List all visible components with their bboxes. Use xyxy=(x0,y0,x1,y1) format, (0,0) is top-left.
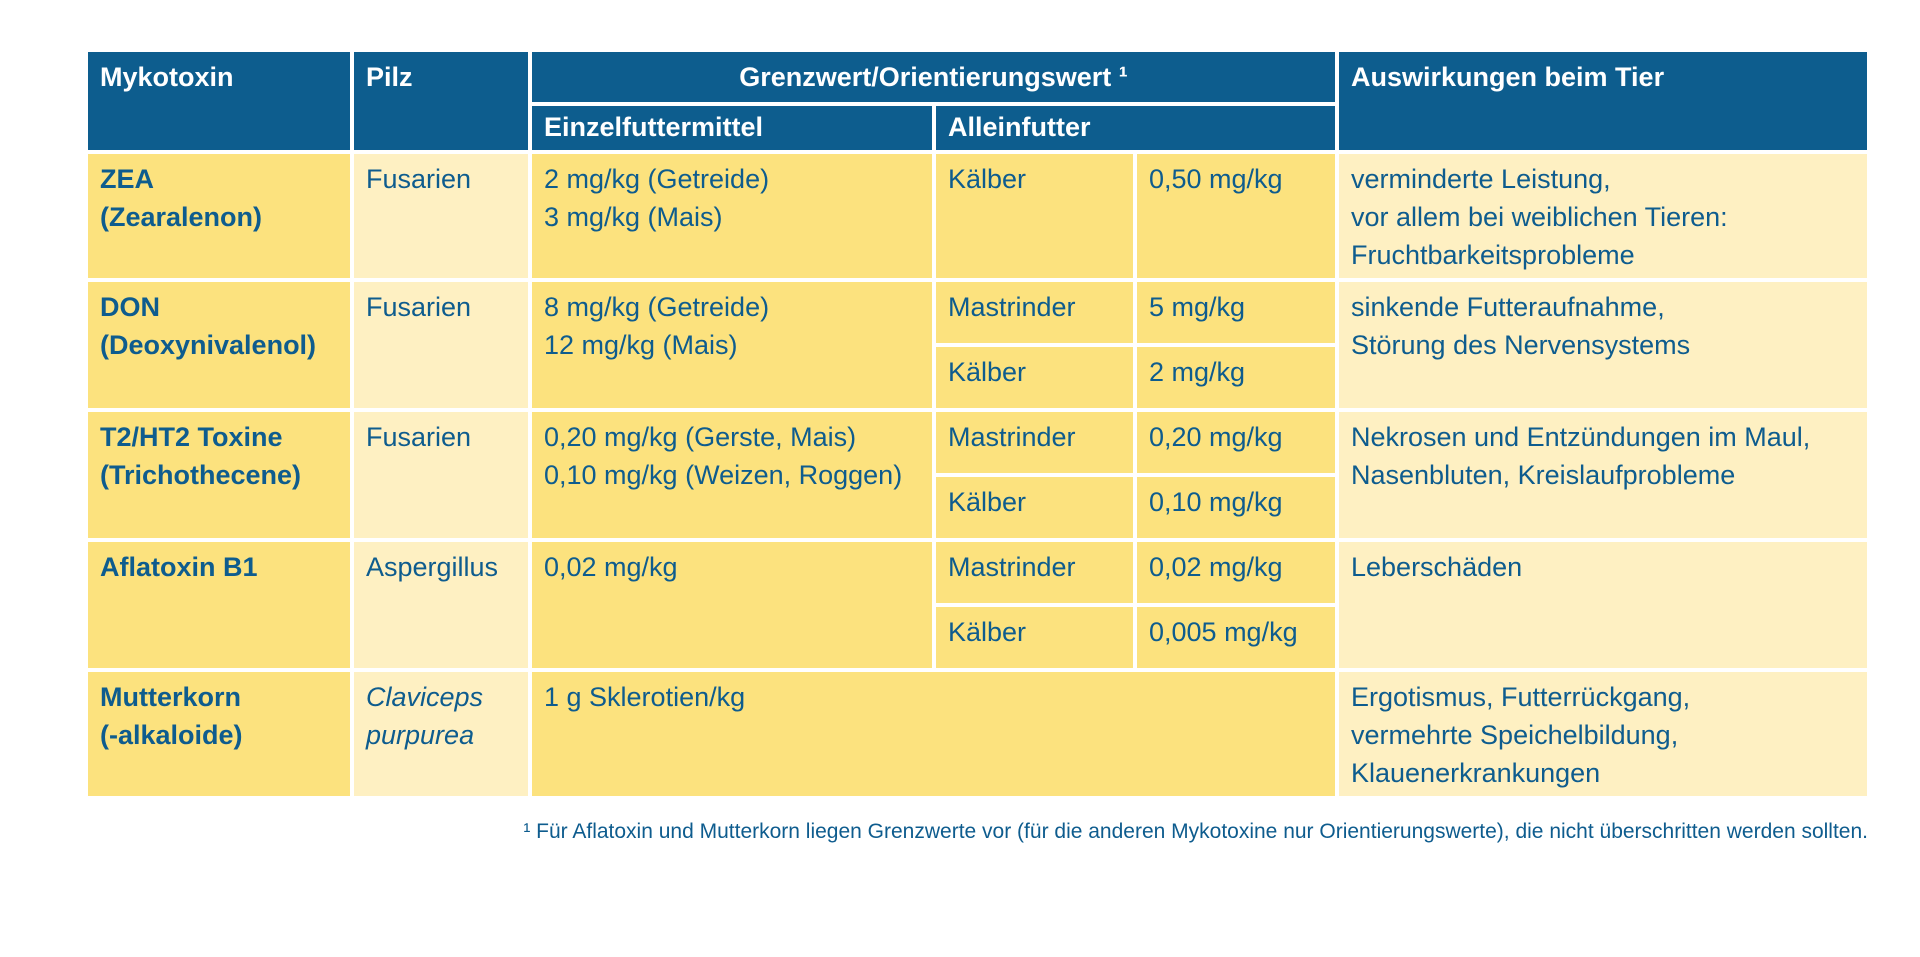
header-mykotoxin: Mykotoxin xyxy=(86,50,352,152)
cell-allein-wert: 0,20 mg/kg xyxy=(1135,410,1337,475)
einzel-value: 2 mg/kg (Getreide) xyxy=(544,164,770,194)
einzel-value: 0,10 mg/kg (Weizen, Roggen) xyxy=(544,460,903,490)
toxin-name: DON xyxy=(100,292,160,322)
header-pilz: Pilz xyxy=(352,50,530,152)
cell-pilz xyxy=(352,410,530,540)
einzel-value: 3 mg/kg (Mais) xyxy=(544,202,723,232)
effect-line: Klauenerkrankungen xyxy=(1351,758,1601,788)
cell-grenzwert-merged xyxy=(530,670,1337,798)
cell-mykotoxin xyxy=(86,670,352,798)
toxin-full-name: (Deoxynivalenol) xyxy=(100,330,317,360)
pilz-name: Fusarien xyxy=(366,164,472,194)
effect-line: vor allem bei weiblichen Tieren: xyxy=(1351,202,1728,232)
cell-allein-tier: Kälber xyxy=(934,152,1135,280)
cell-mykotoxin xyxy=(86,280,352,410)
effect-line: Ergotismus, Futterrückgang, xyxy=(1351,682,1691,712)
einzel-value: 1 g Sklerotien/kg xyxy=(544,682,746,712)
table-row-zea xyxy=(86,152,1869,280)
effect-line: verminderte Leistung, xyxy=(1351,164,1611,194)
cell-auswirkungen xyxy=(1337,540,1869,670)
cell-allein-wert: 5 mg/kg xyxy=(1135,280,1337,345)
pilz-name: Claviceps xyxy=(366,682,484,712)
cell-allein-wert: 0,02 mg/kg xyxy=(1135,540,1337,605)
toxin-name: T2/HT2 Toxine xyxy=(100,422,283,452)
einzel-value: 0,02 mg/kg xyxy=(544,552,678,582)
cell-mykotoxin xyxy=(86,410,352,540)
table-row-mutterkorn xyxy=(86,670,1869,798)
toxin-full-name: (Trichothecene) xyxy=(100,460,302,490)
table-row-t2ht2 xyxy=(86,410,1869,475)
header-row xyxy=(86,50,1869,104)
cell-einzelfuttermittel xyxy=(530,152,934,280)
einzel-value: 12 mg/kg (Mais) xyxy=(544,330,738,360)
cell-allein-tier: Kälber xyxy=(934,475,1135,540)
cell-auswirkungen xyxy=(1337,280,1869,410)
cell-pilz xyxy=(352,152,530,280)
subheader-einzelfuttermittel: Einzelfuttermittel xyxy=(530,104,934,152)
mycotoxin-table-wrapper xyxy=(84,48,1867,800)
pilz-name: Aspergillus xyxy=(366,552,499,582)
table-row-aflatoxin xyxy=(86,540,1869,605)
cell-einzelfuttermittel xyxy=(530,540,934,670)
effect-line: sinkende Futteraufnahme, xyxy=(1351,292,1665,322)
header-grenzwert: Grenzwert/Orientierungswert ¹ xyxy=(530,50,1337,104)
effect-line: Nasenbluten, Kreislaufprobleme xyxy=(1351,460,1736,490)
cell-auswirkungen xyxy=(1337,152,1869,280)
cell-pilz xyxy=(352,540,530,670)
effect-line: Leberschäden xyxy=(1351,552,1523,582)
toxin-name: Mutterkorn xyxy=(100,682,241,712)
pilz-name: Fusarien xyxy=(366,292,472,322)
cell-einzelfuttermittel xyxy=(530,410,934,540)
einzel-value: 0,20 mg/kg (Gerste, Mais) xyxy=(544,422,857,452)
cell-auswirkungen xyxy=(1337,670,1869,798)
effect-line: Nekrosen und Entzündungen im Maul, xyxy=(1351,422,1811,452)
effect-line: Fruchtbarkeitsprobleme xyxy=(1351,240,1635,270)
pilz-name: Fusarien xyxy=(366,422,472,452)
toxin-name: Aflatoxin B1 xyxy=(100,552,258,582)
cell-allein-wert: 0,005 mg/kg xyxy=(1135,605,1337,670)
mycotoxin-table xyxy=(84,48,1871,800)
header-auswirkungen: Auswirkungen beim Tier xyxy=(1337,50,1869,152)
cell-pilz xyxy=(352,670,530,798)
effect-line: vermehrte Speichelbildung, xyxy=(1351,720,1679,750)
cell-mykotoxin xyxy=(86,152,352,280)
table-row-don xyxy=(86,280,1869,345)
cell-einzelfuttermittel xyxy=(530,280,934,410)
toxin-full-name: (Zearalenon) xyxy=(100,202,263,232)
cell-allein-tier: Kälber xyxy=(934,605,1135,670)
cell-allein-wert: 0,10 mg/kg xyxy=(1135,475,1337,540)
subheader-alleinfutter: Alleinfutter xyxy=(934,104,1337,152)
cell-allein-tier: Mastrinder xyxy=(934,280,1135,345)
cell-mykotoxin xyxy=(86,540,352,670)
einzel-value: 8 mg/kg (Getreide) xyxy=(544,292,770,322)
toxin-name: ZEA xyxy=(100,164,154,194)
cell-allein-tier: Kälber xyxy=(934,345,1135,410)
cell-allein-tier: Mastrinder xyxy=(934,410,1135,475)
cell-pilz xyxy=(352,280,530,410)
cell-allein-wert: 2 mg/kg xyxy=(1135,345,1337,410)
pilz-name: purpurea xyxy=(366,720,475,750)
footnote: ¹ Für Aflatoxin und Mutterkorn liegen Grenzwerte vor (für die anderen Mykotoxine nur Orientierungswerte), die nicht überschritten werden sollten. xyxy=(523,820,1868,843)
cell-allein-tier: Mastrinder xyxy=(934,540,1135,605)
cell-allein-wert: 0,50 mg/kg xyxy=(1135,152,1337,280)
toxin-full-name: (-alkaloide) xyxy=(100,720,243,750)
cell-auswirkungen xyxy=(1337,410,1869,540)
effect-line: Störung des Nervensystems xyxy=(1351,330,1691,360)
